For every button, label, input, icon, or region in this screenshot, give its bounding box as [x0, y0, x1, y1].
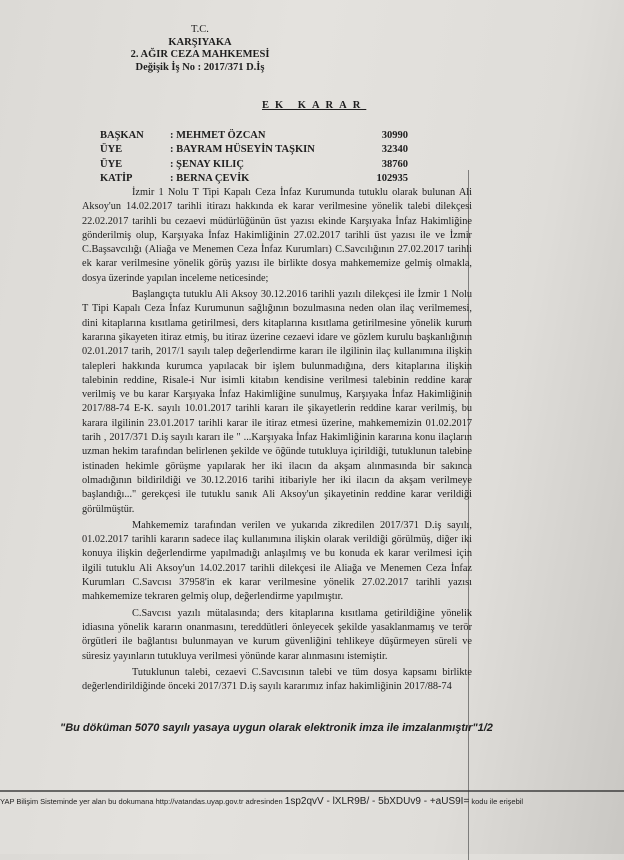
panel-name: : BAYRAM HÜSEYİN TAŞKIN [170, 144, 315, 156]
panel-id: 38760 [381, 158, 408, 170]
paragraph: Tutuklunun talebi, cezaevi C.Savcısının talebi ve tüm dosya kapsamı birlikte değerlendirildiğinde önceki 2017/371 D.iş sayılı kararımız infaz hakimliğinin 2017/88-74 [82, 666, 472, 693]
panel-role: ÜYE [100, 144, 123, 156]
header-city: KARŞIYAKA [168, 36, 232, 48]
panel-role: ÜYE [100, 158, 123, 170]
panel-role: BAŞKAN [100, 129, 144, 141]
panel-row [100, 172, 408, 187]
header-tc: T.C. [191, 24, 209, 35]
panel-id: 32340 [381, 144, 408, 156]
panel-role: KATİP [100, 173, 133, 185]
paragraph: İzmir 1 Nolu T Tipi Kapalı Ceza İnfaz Kurumunda tutuklu olarak bulunan Ali Aksoy'un 14.02.2017 tarihli itirazı hakkında ek karar verilmesine yönelik talebi dilekçesi 22.02.2017 tarihli bu cezaevi müdürlüğünün üst yazısı ekinde Karşıyaka İnfaz Hakimliğine gönderilmiş olup, Karşıyaka İnfaz Hakimliğinin 27.02.2017 tarihli üst yazısı ile ve İzmir C.Başsavcılığı (Aliağa ve Menemen Ceza İnfaz Kurumları) C.Savcılığının 27.02.2017 tarihli ek karar verilmesine yönelik görüş yazısı ile birlikte dosya mahkememize gelmiş olmakla, dosya üzerinde yapılan inceleme neticesinde; [82, 187, 472, 284]
footer-divider [0, 790, 624, 792]
verification-suffix: kodu ile erişebil [471, 797, 524, 806]
panel-id: 30990 [381, 129, 408, 141]
document-title: EK KARAR [262, 100, 367, 111]
header-case-no: Değişik İş No : 2017/371 D.İş [135, 61, 265, 73]
panel-name: : ŞENAY KILIÇ [170, 158, 244, 170]
verification-code: 1sp2qvV - lXLR9B/ - 5bXDUv9 - +aUS9I= [284, 796, 470, 807]
header-court: 2. AĞIR CEZA MAHKEMESİ [130, 49, 270, 60]
panel-row [100, 128, 408, 143]
verification-line [0, 796, 624, 807]
panel-row [100, 143, 408, 158]
paragraph: Başlangıçta tutuklu Ali Aksoy 30.12.2016 tarihli yazılı dilekçesi ile İzmir 1 Nolu T Tipi Kapalı Ceza İnfaz Kurumunun sağlığının bozulmasına neden olan ilaç verilmemesi, dini kitaplarına kısıtlama getirilmesi, ders kitaplarına kısıtlama getirilmesine yönelik kurum kararına şikayeten itiraz etmiş, bu itiraz üzerine cezaevi idare ve gözlem kurulu başkanlığının 02.01.2017 tarih, 2017/1 sayılı talep değerlendirme kararı ile ilgilinin ilaç kullanımına ilişkin talepleri hakkında kurumca yapılacak bir işlem bulunmadığına, ders kitaplarına ilişkin talebinin reddine, Risale-i Nur isimli kitabın kendisine verilmesi talebinin reddine karar verilmiş ve bu karar Karşıyaka İnfaz Hakimliğine sunulmuş, Karşıyaka İnfaz Hakimliğinin 2017/88-74 E-K. sayılı 10.01.2017 tarihli kararı ile şikayetlerin reddine karar verilmiş, bu karara ilgilinin 23.01.2017 tarihli karar ile itiraz etmesi üzerine, mahkememizin 01.02.2017 tarih , 2017/371 D.iş sayılı kararı ile " ...Karşıyaka İnfaz Hakimliğinin kararına konu ilaçların uzman hekim tarafından belirlenen şekilde ve öğünde tutukluya içirildiği, tutuklunun talebine istinaden hekimle görüşme yapılarak her iki ilacın da akşam alınmasında bir sakınca olmadığının bildirildiği ve 30.12.2016 tarihi itibariyle her iki ilacın da akşam verilmeye başlandığı..." gerekçesi ile tutuklu sanık Ali Aksoy'un şikayetinin reddine karar verildiği görülmüştür. [82, 289, 472, 515]
panel-name: : BERNA ÇEVİK [170, 173, 250, 185]
court-panel [100, 128, 408, 186]
panel-name: : MEHMET ÖZCAN [170, 129, 266, 141]
paragraph: Mahkememiz tarafından verilen ve yukarıda zikredilen 2017/371 D.iş sayılı, 01.02.2017 tarihli kararın sadece ilaç kullanımına ilişkin olarak verildiği görülmüş, diğer iki konuya ilişkin değerlendirme yapılmadığı anlaşılmış ve bu konuda ek karar verilmesi için ilgili tutuklu Ali Aksoy'un 14.02.2017 tarihli dilekçesi ile Aliağa ve Menemen Ceza İnfaz Kurumları C.Savcısı 37958'in ek karar verilmesine yönelik 27.02.2017 tarihli yazısı mahkememize tekraren gelmiş olup, değerlendirme yapılmıştır. [82, 519, 472, 603]
decision-body [82, 186, 472, 696]
paragraph: C.Savcısı yazılı mütalasında; ders kitaplarına kısıtlama getirildiğine yönelik idiasına yönelik kararın onanmasını, tereddütleri önleyecek şekilde yasaklanmamış ve terör örgütleri ile bağlantısı bulunmayan ve kurum güvenliğini tehlikeye düşürmeyen süreli ve süresiz yayınların tutukluya verilmesi yönünde karar alınmasını istemiştir. [82, 607, 472, 662]
panel-id: 102935 [376, 173, 408, 185]
court-header [100, 24, 300, 74]
panel-row [100, 157, 408, 172]
e-signature-note: "Bu döküman 5070 sayılı yasaya uygun olarak elektronik imza ile imzalanmıştır"1/2 [60, 722, 493, 734]
verification-prefix: YAP Bilişim Sisteminde yer alan bu dokumana http://vatandas.uyap.gov.tr adresinden [0, 797, 283, 806]
